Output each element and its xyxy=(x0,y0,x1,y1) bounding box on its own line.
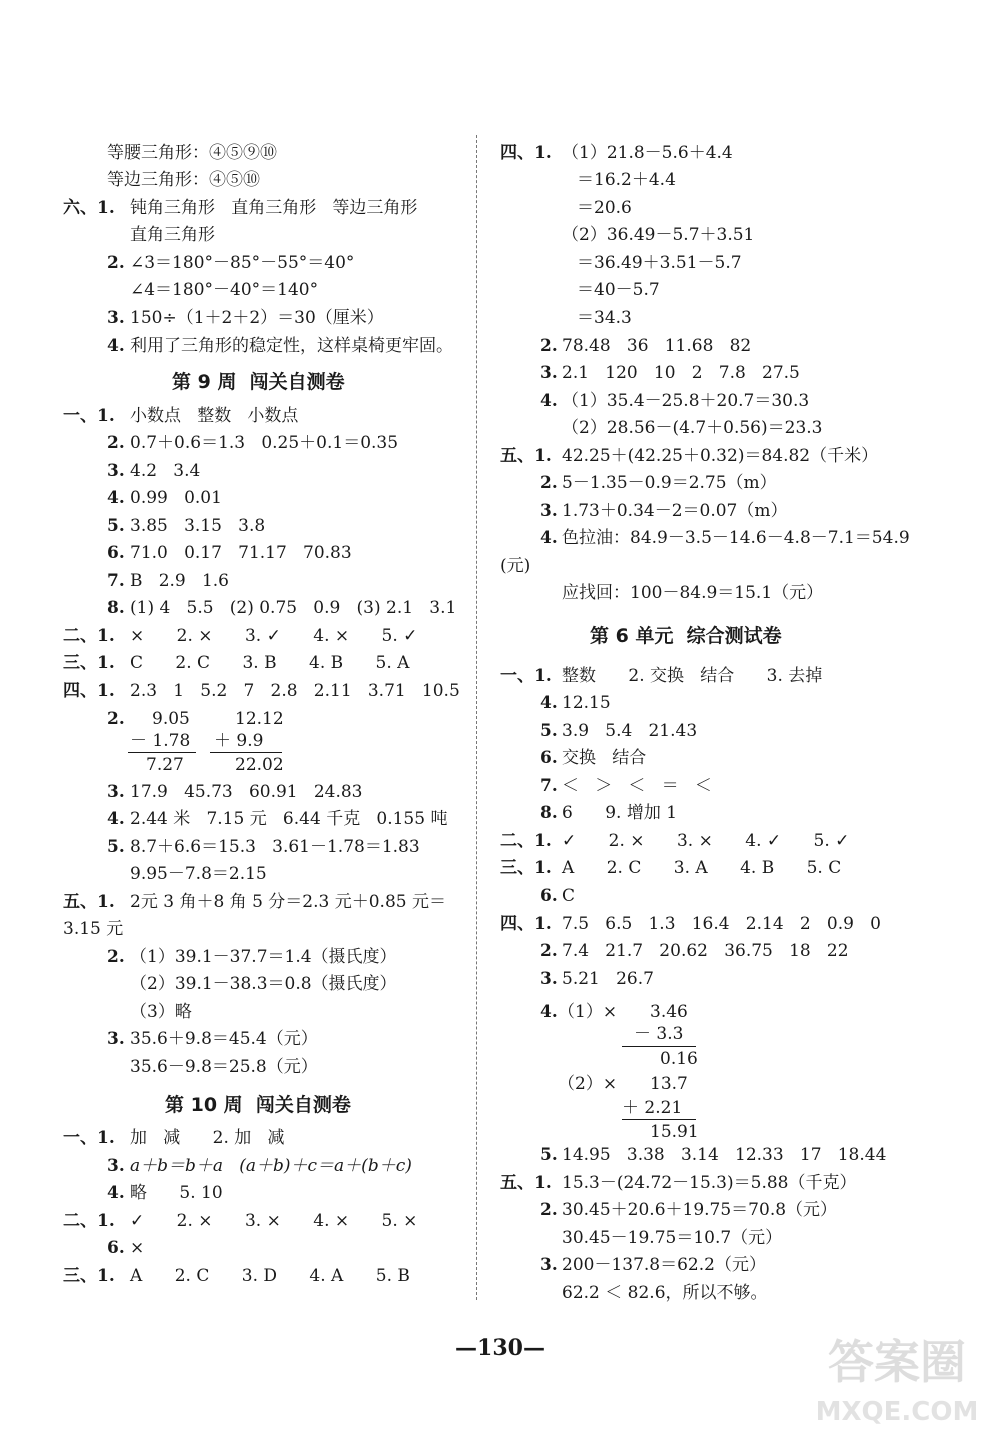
answer-line: 62.2 ＜ 82.6，所以不够。 xyxy=(562,1283,768,1303)
answer-line: （2）× xyxy=(558,1074,618,1094)
answer-line: 5.21 26.7 xyxy=(562,969,654,989)
watermark-logo xyxy=(812,1320,982,1430)
question-number: 3. xyxy=(107,308,125,328)
answer-line: × 2. × 3. ✓ 4. × 5. ✓ xyxy=(130,626,418,646)
vertical-calc-operand: ＋ 9.9 xyxy=(214,731,264,751)
question-number: 3. xyxy=(107,1156,125,1176)
answer-line: ∠3＝180°－85°－55°＝40° xyxy=(130,253,355,273)
question-number: 四、1. xyxy=(63,681,115,701)
question-number: 2. xyxy=(107,709,125,729)
section-title: 第 6 单元 综合测试卷 xyxy=(590,625,782,647)
answer-line: 利用了三角形的稳定性，这样桌椅更牢固。 xyxy=(130,336,453,356)
question-number: 3. xyxy=(540,501,558,521)
vertical-calc-result: 22.02 xyxy=(235,755,284,775)
answer-line: 0.7＋0.6＝1.3 0.25＋0.1＝0.35 xyxy=(130,433,399,453)
section-title: 第 10 周 闯关自测卷 xyxy=(165,1094,351,1116)
answer-line: 交换 结合 xyxy=(562,748,647,768)
question-number: 一、1. xyxy=(63,406,115,426)
answer-line: 0.99 0.01 xyxy=(130,488,222,508)
answer-line: ＝16.2＋4.4 xyxy=(577,170,676,190)
answer-line: 14.95 3.38 3.14 12.33 17 18.44 xyxy=(562,1145,887,1165)
answer-line: × xyxy=(130,1238,145,1258)
answer-line: (元) xyxy=(500,556,531,576)
answer-line: ＜ ＞ ＜ ＝ ＜ xyxy=(562,776,712,796)
question-number: 一、1. xyxy=(63,1128,115,1148)
question-number: 五、1. xyxy=(63,892,115,912)
answer-line: 15.3－(24.72－15.3)＝5.88（千克） xyxy=(562,1173,857,1193)
answer-line: （1）35.4－25.8＋20.7＝30.3 xyxy=(562,391,810,411)
question-number: 四、1. xyxy=(500,914,552,934)
vertical-calc-result: 7.27 xyxy=(146,755,184,775)
vertical-calc-operand: － 3.3 xyxy=(634,1024,684,1044)
answer-line: 9.95－7.8＝2.15 xyxy=(130,864,267,884)
vertical-calc-top: 3.46 xyxy=(650,1002,688,1022)
question-number: 四、1. xyxy=(500,143,552,163)
answer-line: 3.15 元 xyxy=(63,919,124,939)
question-number: 三、1. xyxy=(63,653,115,673)
question-number: 7. xyxy=(540,776,558,796)
answer-line: 35.6＋9.8＝45.4（元） xyxy=(130,1029,318,1049)
question-number: 4. xyxy=(540,1002,558,1022)
question-number: 3. xyxy=(540,1255,558,1275)
answer-line: a＋b＝b＋a (a＋b)＋c＝a＋(b＋c) xyxy=(130,1156,412,1176)
answer-line: 6 9. 增加 1 xyxy=(562,803,678,823)
answer-line: 42.25＋(42.25＋0.32)＝84.82（千米） xyxy=(562,446,879,466)
answer-line: 5－1.35－0.9＝2.75（m） xyxy=(562,473,777,493)
answer-line: 71.0 0.17 71.17 70.83 xyxy=(130,543,352,563)
question-number: 8. xyxy=(107,598,125,618)
answer-line: 应找回：100－84.9＝15.1（元） xyxy=(562,583,824,603)
question-number: 2. xyxy=(540,336,558,356)
question-number: 六、1. xyxy=(63,198,115,218)
question-number: 2. xyxy=(107,433,125,453)
column-divider xyxy=(476,135,477,1300)
question-number: 5. xyxy=(107,837,125,857)
answer-line: 2元 3 角＋8 角 5 分＝2.3 元＋0.85 元＝ xyxy=(130,892,446,912)
question-number: 三、1. xyxy=(500,858,552,878)
question-number: 4. xyxy=(107,336,125,356)
answer-line: 钝角三角形 直角三角形 等边三角形 xyxy=(130,198,418,218)
answer-line: ＝36.49＋3.51－5.7 xyxy=(577,253,742,273)
answer-line: C 2. C 3. B 4. B 5. A xyxy=(130,653,410,673)
question-number: 二、1. xyxy=(63,1211,115,1231)
question-number: 二、1. xyxy=(500,831,552,851)
answer-line: 2.1 120 10 2 7.8 27.5 xyxy=(562,363,800,383)
answer-line: （1）39.1－37.7＝1.4（摄氏度） xyxy=(130,947,397,967)
vertical-calc-result: 15.91 xyxy=(650,1122,699,1142)
answer-line: 整数 2. 交换 结合 3. 去掉 xyxy=(562,666,823,686)
question-number: 2. xyxy=(540,941,558,961)
question-number: 4. xyxy=(540,528,558,548)
answer-line: ✓ 2. × 3. × 4. ✓ 5. ✓ xyxy=(562,831,850,851)
answer-line: ＝40－5.7 xyxy=(577,280,660,300)
question-number: 3. xyxy=(107,461,125,481)
question-number: 五、1. xyxy=(500,1173,552,1193)
question-number: 8. xyxy=(540,803,558,823)
watermark-url: MXQE.COM xyxy=(815,1397,979,1427)
answer-line: ＝34.3 xyxy=(577,308,632,328)
answer-line: 加 减 2. 加 减 xyxy=(130,1128,285,1148)
answer-line: 8.7＋6.6＝15.3 3.61－1.78＝1.83 xyxy=(130,837,420,857)
answer-line: (1) 4 5.5 (2) 0.75 0.9 (3) 2.1 3.1 xyxy=(130,598,457,618)
question-number: 3. xyxy=(107,1029,125,1049)
answer-line: 7.5 6.5 1.3 16.4 2.14 2 0.9 0 xyxy=(562,914,881,934)
answer-line: 等腰三角形：④⑤⑨⑩ xyxy=(107,143,277,163)
watermark-text: 答案圈 xyxy=(828,1335,966,1389)
question-number: 三、1. xyxy=(63,1266,115,1286)
question-number: 二、1. xyxy=(63,626,115,646)
answer-line: 30.45＋20.6＋19.75＝70.8（元） xyxy=(562,1200,838,1220)
answer-line: 小数点 整数 小数点 xyxy=(130,406,299,426)
answer-line: 略 5. 10 xyxy=(130,1183,223,1203)
answer-line: 色拉油：84.9－3.5－14.6－4.8－7.1＝54.9 xyxy=(562,528,910,548)
question-number: 2. xyxy=(107,253,125,273)
answer-line: 等边三角形：④⑤⑩ xyxy=(107,170,260,190)
question-number: 4. xyxy=(107,488,125,508)
question-number: 五、1. xyxy=(500,446,552,466)
answer-line: 12.15 xyxy=(562,693,611,713)
vertical-calc-top: 9.05 xyxy=(152,709,190,729)
question-number: 6. xyxy=(107,1238,125,1258)
question-number: 4. xyxy=(107,1183,125,1203)
question-number: 2. xyxy=(540,473,558,493)
question-number: 3. xyxy=(540,969,558,989)
section-title: 第 9 周 闯关自测卷 xyxy=(172,371,345,393)
question-number: 6. xyxy=(540,886,558,906)
question-number: 3. xyxy=(540,363,558,383)
answer-line: 35.6－9.8＝25.8（元） xyxy=(130,1057,318,1077)
answer-line: （2）36.49－5.7＋3.51 xyxy=(562,225,755,245)
answer-line: （1）× xyxy=(558,1002,618,1022)
answer-line: C xyxy=(562,886,576,906)
question-number: 6. xyxy=(540,748,558,768)
answer-line: （3）略 xyxy=(130,1002,192,1022)
answer-line: 1.73＋0.34－2＝0.07（m） xyxy=(562,501,788,521)
question-number: 5. xyxy=(540,721,558,741)
answer-line: ∠4＝180°－40°＝140° xyxy=(130,280,319,300)
answer-line: ✓ 2. × 3. × 4. × 5. × xyxy=(130,1211,418,1231)
answer-line: （1）21.8－5.6＋4.4 xyxy=(562,143,733,163)
question-number: 6. xyxy=(107,543,125,563)
answer-line: 直角三角形 xyxy=(130,225,215,245)
answer-line: 2.44 米 7.15 元 6.44 千克 0.155 吨 xyxy=(130,809,448,829)
question-number: 2. xyxy=(107,947,125,967)
answer-line: 2.3 1 5.2 7 2.8 2.11 3.71 10.5 xyxy=(130,681,460,701)
vertical-calc-top: 12.12 xyxy=(235,709,284,729)
question-number: 2. xyxy=(540,1200,558,1220)
answer-line: 3.85 3.15 3.8 xyxy=(130,516,266,536)
answer-line: 30.45－19.75＝10.7（元） xyxy=(562,1228,783,1248)
answer-line: 3.9 5.4 21.43 xyxy=(562,721,698,741)
answer-line: （2）28.56－(4.7＋0.56)＝23.3 xyxy=(562,418,823,438)
vertical-calc-operand: － 1.78 xyxy=(130,731,191,751)
answer-line: 150÷（1＋2＋2）＝30（厘米） xyxy=(130,308,384,328)
answer-line: A 2. C 3. A 4. B 5. C xyxy=(562,858,842,878)
answer-line: A 2. C 3. D 4. A 5. B xyxy=(130,1266,410,1286)
vertical-calc-operand: ＋ 2.21 xyxy=(622,1098,683,1118)
answer-line: 4.2 3.4 xyxy=(130,461,201,481)
answer-line: 200－137.8＝62.2（元） xyxy=(562,1255,766,1275)
page-number: —130— xyxy=(455,1335,545,1361)
vertical-calc-top: 13.7 xyxy=(650,1074,688,1094)
answer-line: 7.4 21.7 20.62 36.75 18 22 xyxy=(562,941,849,961)
question-number: 3. xyxy=(107,782,125,802)
question-number: 一、1. xyxy=(500,666,552,686)
question-number: 5. xyxy=(107,516,125,536)
answer-line: ＝20.6 xyxy=(577,198,632,218)
question-number: 4. xyxy=(540,391,558,411)
question-number: 4. xyxy=(540,693,558,713)
answer-line: 78.48 36 11.68 82 xyxy=(562,336,752,356)
question-number: 5. xyxy=(540,1145,558,1165)
answer-line: 17.9 45.73 60.91 24.83 xyxy=(130,782,363,802)
answer-line: （2）39.1－38.3＝0.8（摄氏度） xyxy=(130,974,397,994)
answer-line: B 2.9 1.6 xyxy=(130,571,229,591)
question-number: 4. xyxy=(107,809,125,829)
vertical-calc-result: 0.16 xyxy=(660,1049,698,1069)
question-number: 7. xyxy=(107,571,125,591)
